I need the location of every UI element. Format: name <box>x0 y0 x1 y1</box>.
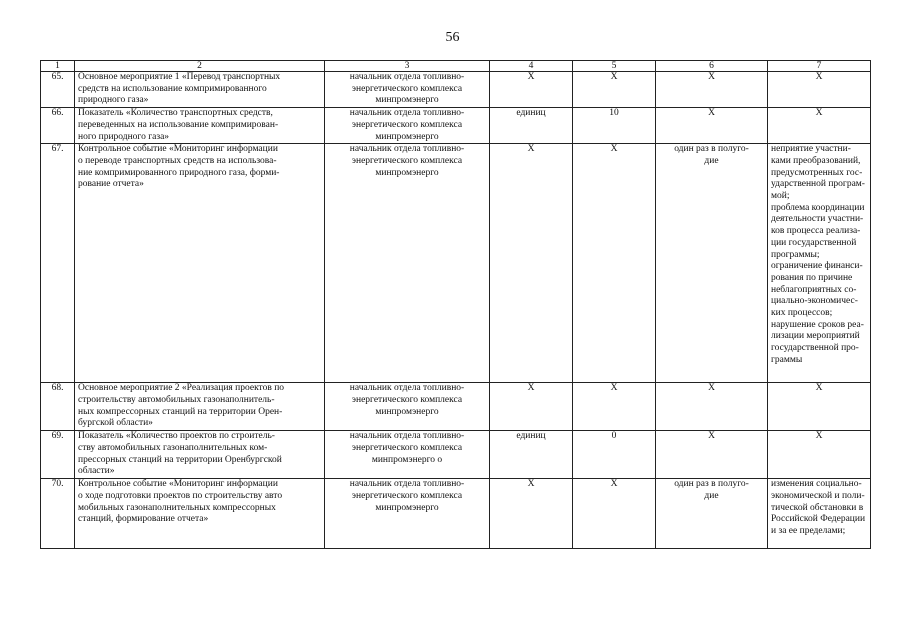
measure-name-line: природного газа» <box>78 95 149 106</box>
responsible-executor-line: энергетического комплекса <box>351 83 463 94</box>
measure-name-line: мобильных газонаполнительных компрессорных <box>78 502 276 513</box>
measure-name-line: строительству автомобильных газонаполнитель- <box>78 394 275 405</box>
measure-name <box>75 108 325 144</box>
periodicity-line: Х <box>708 431 715 442</box>
risks <box>768 479 871 549</box>
measure-name-line: ного природного газа» <box>78 131 170 142</box>
responsible-executor-line: энергетического комплекса <box>351 394 463 405</box>
periodicity-line: Х <box>708 72 715 82</box>
row-number: 68. <box>41 383 75 431</box>
responsible-executor <box>325 479 490 549</box>
column-header-6: 6 <box>656 61 768 72</box>
risks <box>768 383 871 431</box>
column-header-1: 1 <box>41 61 75 72</box>
measure-name-line: Контрольное событие «Мониторинг информации <box>78 144 278 155</box>
table-row <box>41 479 871 549</box>
periodicity <box>656 383 768 431</box>
risks <box>768 431 871 479</box>
indicator-value: 10 <box>573 108 656 144</box>
periodicity-line: Х <box>708 108 715 119</box>
risks-line: экономической и поли- <box>771 490 865 501</box>
table-row <box>41 108 871 144</box>
table-row <box>41 431 871 479</box>
row-number: 69. <box>41 431 75 479</box>
measure-name-line: Основное мероприятие 1 «Перевод транспортных <box>78 72 281 82</box>
risks-line: ками преобразований, <box>771 155 861 166</box>
risks-line: Российской Федерации <box>771 514 866 525</box>
responsible-executor-line: энергетического комплекса <box>351 155 463 166</box>
measure-name-line: о ходе подготовки проектов по строительству авто <box>78 490 283 501</box>
measure-name-line: средств на использование компримированного <box>78 83 267 94</box>
periodicity <box>656 144 768 383</box>
measure-name <box>75 479 325 549</box>
responsible-executor-line: минпромэнерго <box>375 131 439 142</box>
unit-of-measure: Х <box>490 72 573 108</box>
unit-of-measure: единиц <box>490 431 573 479</box>
measure-name-line: Основное мероприятие 2 «Реализация проектов по <box>78 383 285 394</box>
risks-line: циально-экономичес- <box>771 296 858 307</box>
responsible-executor-line: начальник отдела топливно- <box>349 479 465 490</box>
responsible-executor-line: минпромэнерго <box>375 406 439 417</box>
responsible-executor <box>325 108 490 144</box>
periodicity-line: дие <box>704 155 719 166</box>
indicator-value: Х <box>573 479 656 549</box>
responsible-executor-line: минпромэнерго <box>375 167 439 178</box>
responsible-executor-line: начальник отдела топливно- <box>349 144 465 155</box>
measure-name-line: прессорных станций на территории Оренбургской <box>78 454 282 465</box>
risks <box>768 72 871 108</box>
risks-line: неблагоприятных со- <box>771 284 857 295</box>
risks-line: государственной про- <box>771 343 859 354</box>
table-row <box>41 72 871 108</box>
measure-name-line: области» <box>78 466 115 477</box>
table-body <box>41 72 871 549</box>
risks-line: изменения социально- <box>771 479 862 490</box>
risks-line: деятельности участни- <box>771 214 864 225</box>
measure-name <box>75 383 325 431</box>
responsible-executor-line: минпромэнерго <box>375 502 439 513</box>
measure-name-line: ных компрессорных станций на территории Орен- <box>78 406 283 417</box>
unit-of-measure: Х <box>490 479 573 549</box>
responsible-executor-line: минпромэнерго о <box>371 454 443 465</box>
periodicity <box>656 108 768 144</box>
row-number: 70. <box>41 479 75 549</box>
responsible-executor-line: энергетического комплекса <box>351 119 463 130</box>
risks <box>768 108 871 144</box>
periodicity-line: один раз в полуго- <box>674 479 749 490</box>
risks-line: ции государственной <box>771 237 857 248</box>
periodicity <box>656 72 768 108</box>
unit-of-measure: единиц <box>490 108 573 144</box>
risks-line: ких процессов; <box>771 308 833 319</box>
responsible-executor <box>325 144 490 383</box>
responsible-executor <box>325 72 490 108</box>
risks-line: Х <box>815 108 823 119</box>
responsible-executor-line: энергетического комплекса <box>351 490 463 501</box>
risks-line: тической обстановки в <box>771 502 864 513</box>
program-table <box>40 60 871 549</box>
risks-line: лизации мероприятий <box>771 331 860 342</box>
unit-of-measure: Х <box>490 383 573 431</box>
indicator-value: Х <box>573 383 656 431</box>
risks-line: Х <box>815 72 823 82</box>
row-number: 67. <box>41 144 75 383</box>
unit-of-measure: Х <box>490 144 573 383</box>
indicator-value: Х <box>573 144 656 383</box>
measure-name-line: ние компримированного природного газа, форми- <box>78 167 280 178</box>
row-number: 65. <box>41 72 75 108</box>
risks-line: проблема координации <box>771 202 865 213</box>
row-number: 66. <box>41 108 75 144</box>
risks-line: мой; <box>771 191 790 202</box>
responsible-executor-line: начальник отдела топливно- <box>349 383 465 394</box>
measure-name-line: рование отчета» <box>78 179 144 190</box>
responsible-executor <box>325 431 490 479</box>
header-row <box>41 61 871 72</box>
risks <box>768 144 871 383</box>
periodicity <box>656 479 768 549</box>
indicator-value: Х <box>573 72 656 108</box>
table-row <box>41 383 871 431</box>
measure-name-line: о переводе транспортных средств на использова- <box>78 155 277 166</box>
responsible-executor-line: минпромэнерго <box>375 95 439 106</box>
risks-line: предусмотренных гос- <box>771 167 863 178</box>
column-header-3: 3 <box>325 61 490 72</box>
responsible-executor <box>325 383 490 431</box>
measure-name <box>75 72 325 108</box>
measure-name-line: Показатель «Количество проектов по строитель- <box>78 431 275 442</box>
measure-name-line: ству автомобильных газонаполнительных ком- <box>78 442 268 453</box>
risks-line: ограничение финанси- <box>771 261 863 272</box>
responsible-executor-line: начальник отдела топливно- <box>349 431 465 442</box>
risks-line: и за ее пределами; <box>771 526 846 537</box>
table-row <box>41 144 871 383</box>
risks-line: рования по причине <box>771 272 853 283</box>
page-number: 56 <box>445 30 460 45</box>
risks-line: ударственной програм- <box>771 179 865 190</box>
measure-name-line: Контрольное событие «Мониторинг информации <box>78 479 278 490</box>
periodicity-line: дие <box>704 490 719 501</box>
measure-name-line: Показатель «Количество транспортных средств, <box>78 108 273 119</box>
column-header-4: 4 <box>490 61 573 72</box>
risks-line: нарушение сроков реа- <box>771 319 864 330</box>
column-header-5: 5 <box>573 61 656 72</box>
risks-line: граммы <box>771 354 803 365</box>
measure-name-line: станций, формирование отчета» <box>78 514 209 525</box>
risks-line: неприятие участни- <box>771 144 851 155</box>
periodicity-line: один раз в полуго- <box>674 144 749 155</box>
responsible-executor-line: начальник отдела топливно- <box>349 108 465 119</box>
periodicity-line: Х <box>708 383 715 394</box>
responsible-executor-line: энергетического комплекса <box>351 442 463 453</box>
measure-name-line: бургской области» <box>78 418 153 429</box>
risks-line: Х <box>815 431 823 442</box>
responsible-executor-line: начальник отдела топливно- <box>349 72 465 82</box>
risks-line: ков процесса реализа- <box>771 226 861 237</box>
indicator-value: 0 <box>573 431 656 479</box>
measure-name-line: переведенных на использование компримирован- <box>78 119 279 130</box>
risks-line: программы; <box>771 249 820 260</box>
measure-name <box>75 431 325 479</box>
periodicity <box>656 431 768 479</box>
measure-name <box>75 144 325 383</box>
column-header-2: 2 <box>75 61 325 72</box>
risks-line: Х <box>815 383 823 394</box>
column-header-7: 7 <box>768 61 871 72</box>
